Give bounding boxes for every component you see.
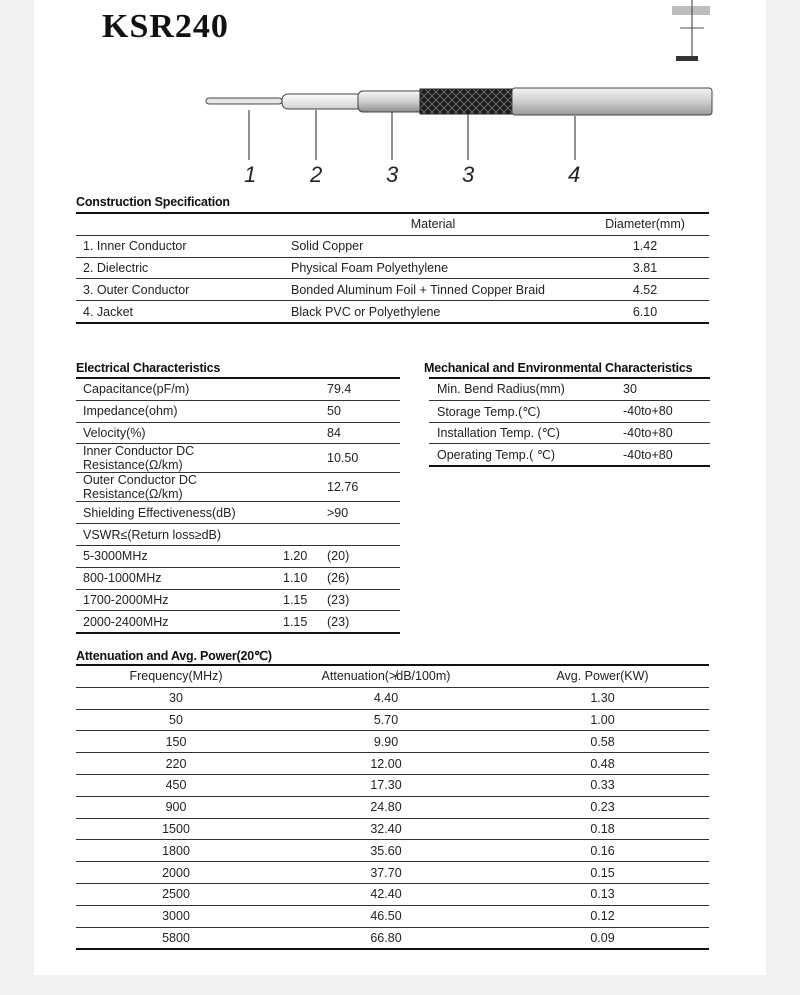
table-row xyxy=(76,687,709,709)
braid-shape xyxy=(420,89,516,114)
table-row xyxy=(76,301,709,323)
attenuation-title: Attenuation and Avg. Power(20℃) xyxy=(76,649,272,663)
table-cell: 30 xyxy=(169,691,183,706)
table-cell: 1.30 xyxy=(590,691,615,706)
electrical-table xyxy=(76,377,400,634)
table-row xyxy=(76,473,400,502)
table-cell: 35.60 xyxy=(370,843,402,858)
table-cell xyxy=(283,473,323,502)
callout-2: 2 xyxy=(310,162,323,187)
table-cell xyxy=(283,378,323,400)
table-cell: 12.00 xyxy=(370,756,402,771)
table-row xyxy=(76,862,709,884)
table-cell: 150 xyxy=(165,734,187,749)
construction-header-item xyxy=(76,213,285,235)
table-cell: 450 xyxy=(165,778,187,793)
table-cell: 3.81 xyxy=(632,260,658,275)
callout-3a: 3 xyxy=(386,162,399,187)
table-cell: 24.80 xyxy=(370,800,402,815)
dielectric-shape xyxy=(282,94,362,109)
table-cell: 0.18 xyxy=(590,821,615,836)
table-cell: (23) xyxy=(327,592,350,607)
table-cell: 50 xyxy=(327,404,341,419)
cable-diagram xyxy=(0,0,800,200)
table-cell: Solid Copper xyxy=(291,239,364,254)
table-cell: Inner Conductor DC Resistance(Ω/km) xyxy=(83,444,195,473)
table-cell: 30 xyxy=(623,382,637,397)
construction-title: Construction Specification xyxy=(76,195,230,209)
table-cell xyxy=(283,502,323,524)
construction-table xyxy=(76,212,709,324)
table-row xyxy=(76,731,709,753)
table-row xyxy=(429,444,710,466)
table-row xyxy=(76,444,400,473)
table-cell: 79.4 xyxy=(327,382,352,397)
table-cell: Storage Temp.(℃) xyxy=(437,404,541,419)
table-cell: 50 xyxy=(169,712,183,727)
table-cell: 1.42 xyxy=(632,239,658,254)
table-cell: 0.23 xyxy=(590,800,615,815)
table-cell: >90 xyxy=(327,505,349,520)
table-row xyxy=(76,545,400,567)
table-cell: 0.16 xyxy=(590,843,615,858)
table-row xyxy=(76,257,709,279)
table-row xyxy=(76,589,400,611)
table-cell: Outer Conductor DC Resistance(Ω/km) xyxy=(83,473,197,502)
table-row xyxy=(76,235,709,257)
construction-header-diameter: Diameter(mm) xyxy=(605,217,685,232)
table-cell: Black PVC or Polyethylene xyxy=(291,304,441,319)
callout-3b: 3 xyxy=(462,162,475,187)
mechanical-table xyxy=(429,377,710,467)
table-cell: 46.50 xyxy=(370,909,402,924)
table-cell: 66.80 xyxy=(370,930,402,945)
table-cell: 10.50 xyxy=(327,451,359,466)
table-cell: 1.15 xyxy=(283,592,308,607)
table-row xyxy=(76,378,400,400)
table-cell: (23) xyxy=(327,614,350,629)
table-row xyxy=(76,524,400,546)
table-cell: 0.09 xyxy=(590,930,615,945)
table-cell: Capacitance(pF/m) xyxy=(83,382,190,397)
table-row xyxy=(76,709,709,731)
table-cell: Min. Bend Radius(mm) xyxy=(437,382,565,397)
construction-header-material: Material xyxy=(410,217,456,232)
table-row xyxy=(76,611,400,633)
table-cell: 1.10 xyxy=(283,571,308,586)
table-cell: 220 xyxy=(165,756,187,771)
table-cell: 17.30 xyxy=(370,778,402,793)
table-cell: (26) xyxy=(327,571,350,586)
attenuation-header-power: Avg. Power(KW) xyxy=(556,669,649,684)
table-cell: 4.40 xyxy=(373,691,399,706)
table-cell: 1. Inner Conductor xyxy=(83,239,187,254)
table-cell: 1.20 xyxy=(283,549,308,564)
table-row xyxy=(429,422,710,444)
inner-conductor-shape xyxy=(206,98,282,104)
table-cell: 0.48 xyxy=(590,756,615,771)
table-cell: VSWR≤(Return loss≥dB) xyxy=(83,527,222,542)
table-cell: 0.13 xyxy=(590,887,615,902)
table-cell xyxy=(283,444,323,473)
table-cell xyxy=(283,524,323,546)
table-cell: 5-3000MHz xyxy=(83,549,148,564)
table-cell: 84 xyxy=(327,425,341,440)
attenuation-table xyxy=(76,664,709,950)
table-header-row xyxy=(76,213,709,235)
foil-shape xyxy=(358,91,424,112)
table-row xyxy=(76,400,400,422)
table-row xyxy=(76,883,709,905)
table-row xyxy=(76,905,709,927)
table-row xyxy=(76,279,709,301)
table-cell: 0.58 xyxy=(590,734,615,749)
attenuation-header-attenuation: Attenuation(≯dB/100m) xyxy=(321,669,451,684)
table-cell xyxy=(283,400,323,422)
table-cell: Installation Temp. (℃) xyxy=(437,426,560,441)
table-cell: 2000-2400MHz xyxy=(83,614,169,629)
table-cell: Impedance(ohm) xyxy=(83,404,178,419)
table-cell: 0.33 xyxy=(590,778,615,793)
table-cell: 6.10 xyxy=(632,304,658,319)
table-header-row xyxy=(76,665,709,687)
table-cell: 1.00 xyxy=(590,712,615,727)
callout-4: 4 xyxy=(568,162,581,187)
table-cell: 2. Dielectric xyxy=(83,260,149,275)
table-cell: Physical Foam Polyethylene xyxy=(291,260,449,275)
table-cell: 12.76 xyxy=(327,480,359,495)
table-row xyxy=(76,753,709,775)
table-cell: 1500 xyxy=(162,821,190,836)
mechanical-title: Mechanical and Environmental Characteristics xyxy=(424,361,693,375)
table-row xyxy=(76,567,400,589)
table-cell: -40to+80 xyxy=(623,447,673,462)
product-title: KSR240 xyxy=(102,8,229,45)
electrical-title: Electrical Characteristics xyxy=(76,361,221,375)
table-row xyxy=(429,378,710,400)
table-cell: Operating Temp.( ℃) xyxy=(437,448,556,463)
attenuation-header-frequency: Frequency(MHz) xyxy=(129,669,223,684)
jacket-shape xyxy=(512,88,712,115)
table-cell: 2000 xyxy=(162,865,190,880)
table-cell: 800-1000MHz xyxy=(83,571,162,586)
table-row xyxy=(76,796,709,818)
table-cell xyxy=(283,422,323,444)
table-cell: 0.12 xyxy=(590,909,615,924)
table-cell: 900 xyxy=(165,800,187,815)
table-cell: -40to+80 xyxy=(623,404,673,419)
table-cell: 32.40 xyxy=(370,821,402,836)
table-cell: 3. Outer Conductor xyxy=(83,282,190,297)
table-cell: 3000 xyxy=(162,909,190,924)
table-row xyxy=(76,927,709,949)
table-cell: 42.40 xyxy=(370,887,402,902)
table-cell: -40to+80 xyxy=(623,425,673,440)
corner-mark xyxy=(672,6,710,15)
table-cell: Velocity(%) xyxy=(83,425,146,440)
table-cell xyxy=(323,524,400,546)
table-cell: Shielding Effectiveness(dB) xyxy=(83,505,236,520)
table-cell: 2500 xyxy=(162,887,190,902)
table-row xyxy=(76,774,709,796)
table-cell: 1.15 xyxy=(283,614,308,629)
table-cell: 1700-2000MHz xyxy=(83,592,169,607)
table-cell: Bonded Aluminum Foil + Tinned Copper Braid xyxy=(291,282,545,297)
table-row xyxy=(429,400,710,422)
callout-1: 1 xyxy=(244,162,257,187)
table-cell: 5.70 xyxy=(373,712,399,727)
table-cell: 4. Jacket xyxy=(83,304,134,319)
table-row xyxy=(76,840,709,862)
table-cell: 9.90 xyxy=(373,734,399,749)
table-cell: 4.52 xyxy=(632,282,658,297)
table-row xyxy=(76,422,400,444)
table-row xyxy=(76,502,400,524)
table-cell: 1800 xyxy=(162,843,190,858)
table-cell: 0.15 xyxy=(590,865,615,880)
table-cell: 5800 xyxy=(162,930,190,945)
table-cell: 37.70 xyxy=(370,865,402,880)
table-cell: (20) xyxy=(327,549,350,564)
table-row xyxy=(76,818,709,840)
